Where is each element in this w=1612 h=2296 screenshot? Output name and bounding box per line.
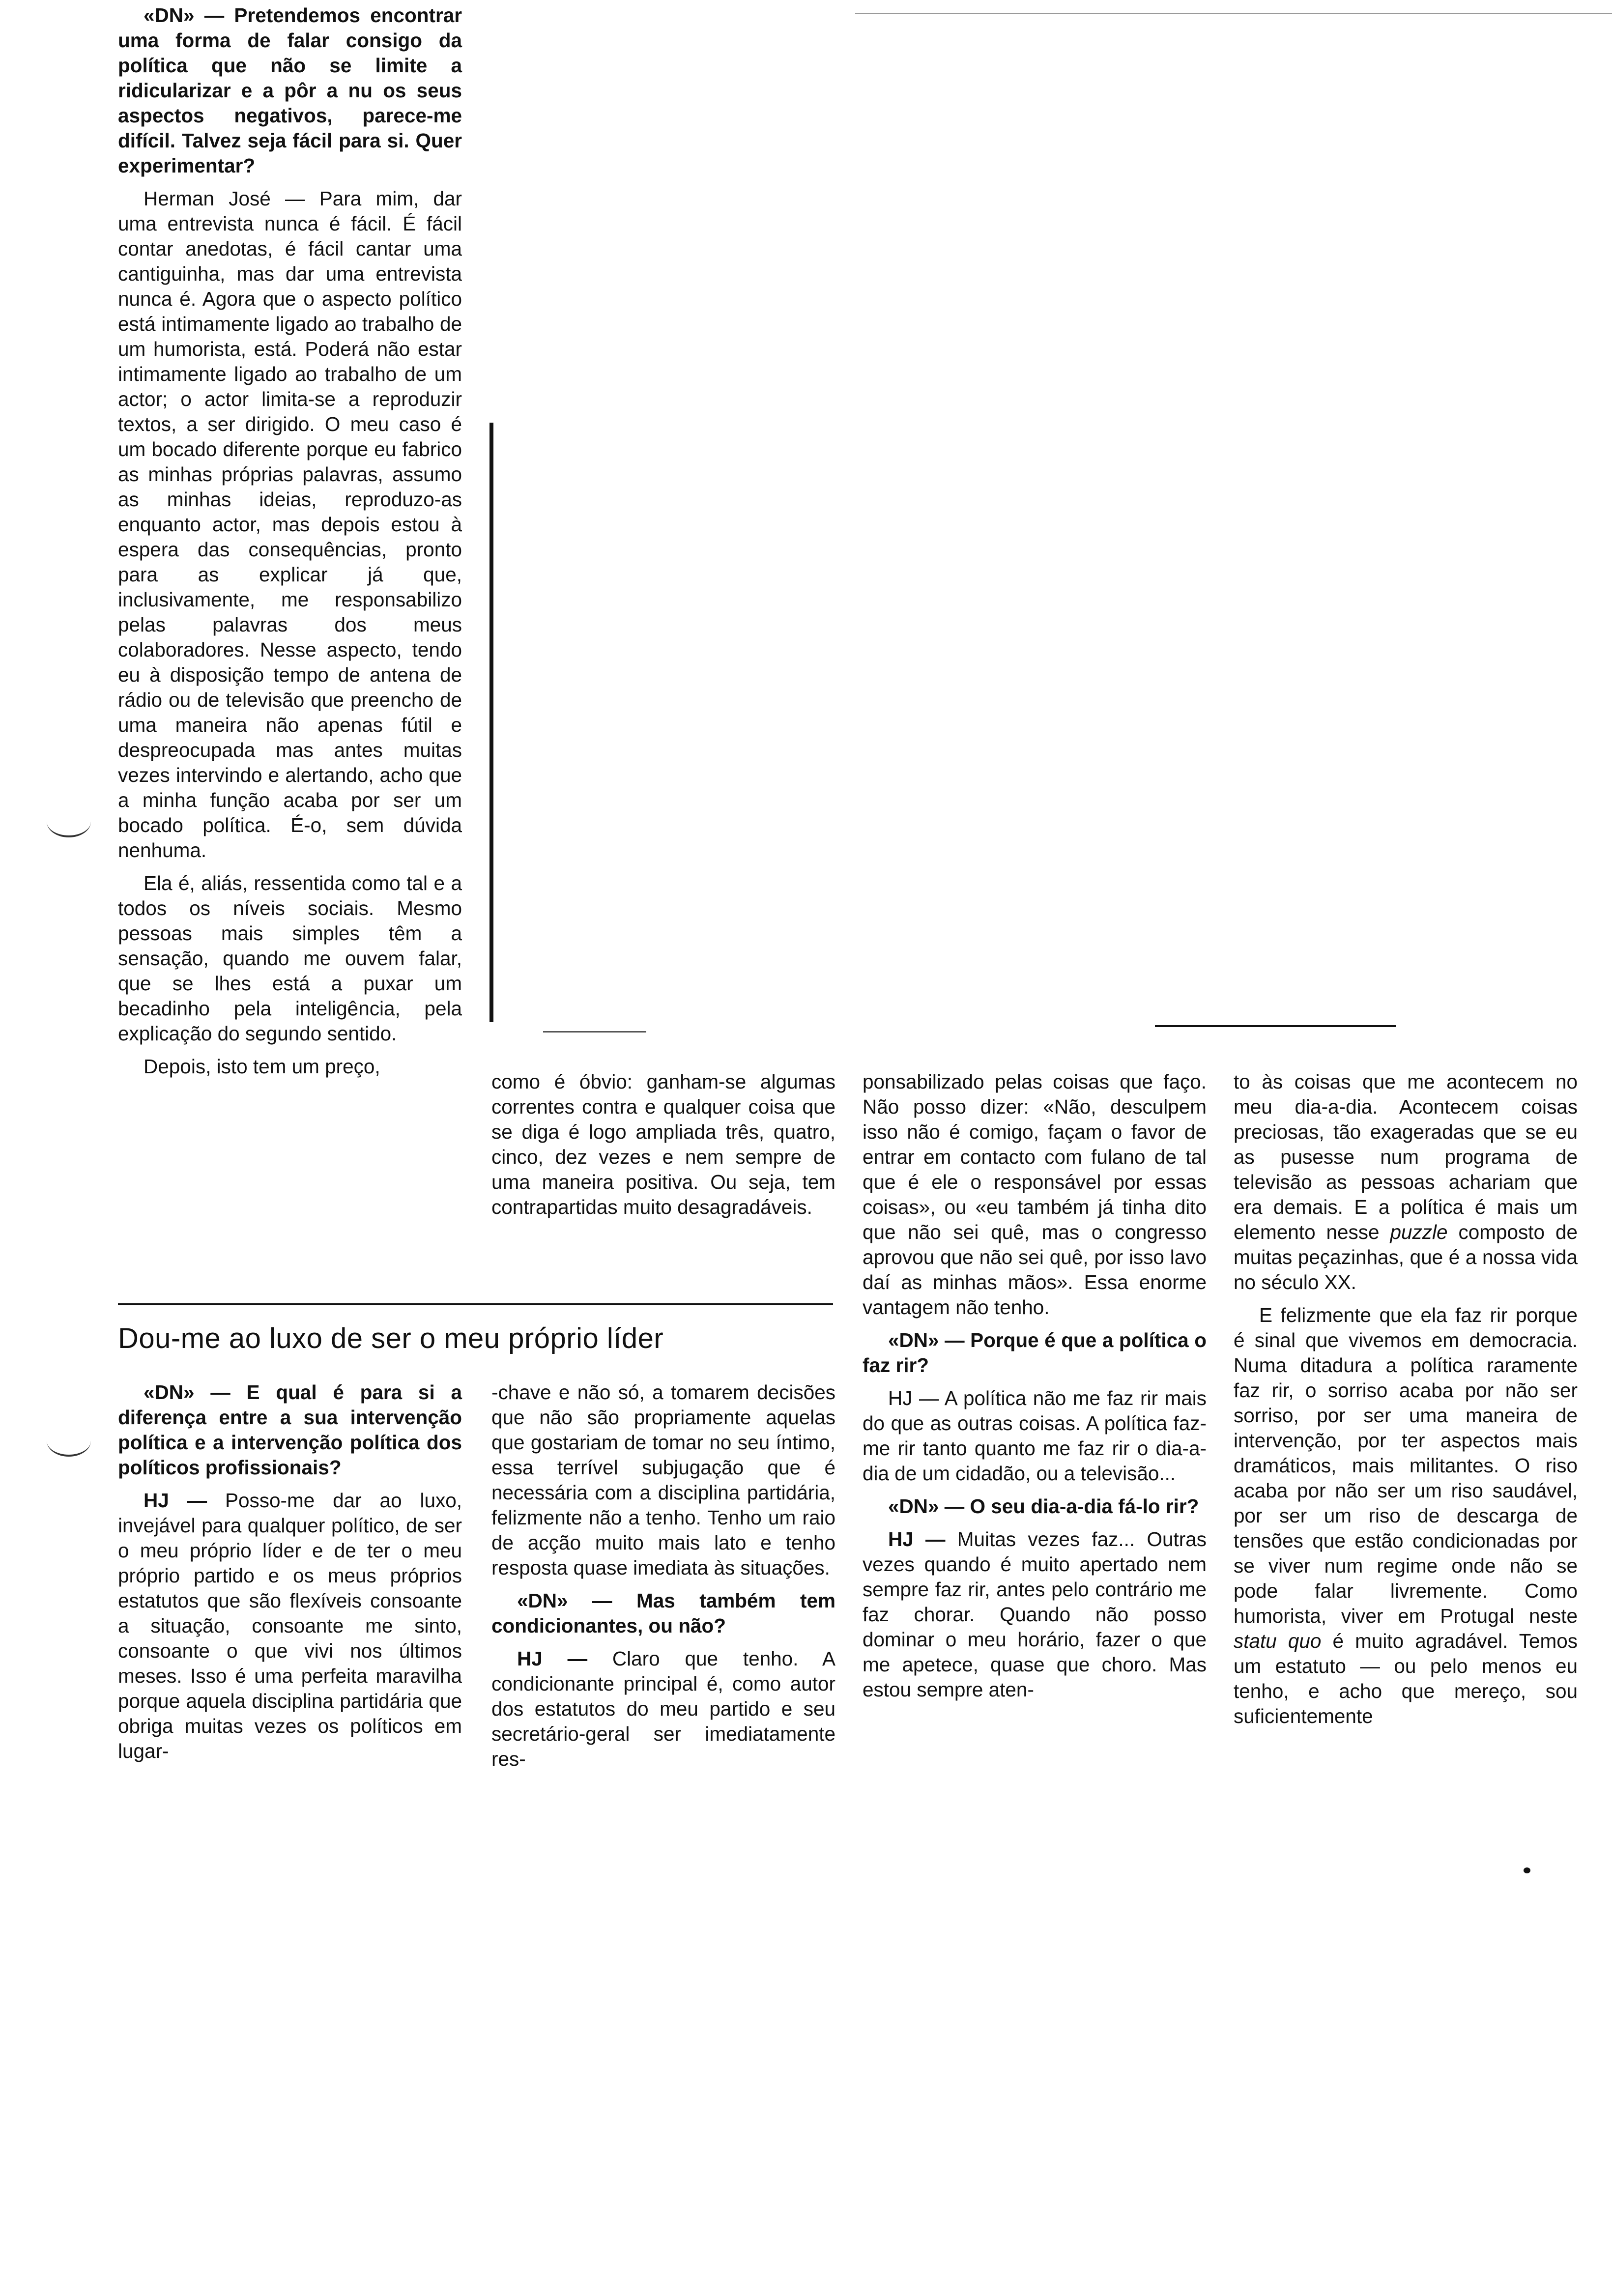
answer-paragraph <box>491 1069 835 1220</box>
paragraph-text: HJ — <box>888 1528 957 1550</box>
paragraph-text: HJ — <box>517 1647 612 1670</box>
answer-paragraph <box>863 1386 1207 1486</box>
binder-hole-mark <box>47 1425 91 1457</box>
paragraph-text: composto de muitas peçazinhas, que é a nossa vida no século XX. <box>1234 1221 1578 1293</box>
answer-paragraph <box>118 871 462 1046</box>
answer-paragraph <box>1234 1069 1578 1295</box>
paragraph-text: HJ — A política não me faz rir mais do que as outras coisas. A política faz-me rir tanto quanto me faz rir o dia-a-dia de um cidadão, ou a televisão... <box>863 1387 1207 1485</box>
question-paragraph <box>118 3 462 178</box>
column-divider <box>489 423 493 1022</box>
answer-paragraph <box>491 1380 835 1580</box>
paragraph-text: puzzle <box>1390 1221 1448 1243</box>
headline: Dou-me ao luxo de ser o meu próprio líder <box>118 1322 664 1354</box>
column-1-bottom <box>118 1380 462 1764</box>
question-paragraph <box>863 1494 1207 1519</box>
paragraph-text: «DN» — Pretendemos encontrar uma forma de falar consigo da política que não se limite a ridicularizar e a pôr a nu os seus aspectos negativos, parece-me difícil. Talvez seja fácil para si. Quer experimentar? <box>118 4 462 177</box>
column-3 <box>863 1069 1207 1702</box>
end-mark <box>1524 1867 1530 1873</box>
paragraph-text: Ela é, aliás, ressentida como tal e a todos os níveis sociais. Mesmo pessoas mais simples têm a sensação, quando me ouvem falar, que se lhes está a puxar um becadinho pela inteligência, pela explicação do segundo sentido. <box>118 872 462 1045</box>
answer-paragraph <box>1234 1303 1578 1729</box>
paragraph-text: HJ — <box>144 1489 225 1512</box>
short-rule-mid <box>543 1031 646 1033</box>
answer-paragraph <box>863 1527 1207 1702</box>
paragraph-text: to às coisas que me acontecem no meu dia-a-dia. Acontecem coisas preciosas, tão exageradas que se eu as pusesse num programa de televisão as pessoas achariam que era demais. E a política é mais um elemento nesse <box>1234 1070 1578 1243</box>
answer-paragraph <box>118 1054 462 1079</box>
paragraph-text: como é óbvio: ganham-se algumas correntes contra e qualquer coisa que se diga é logo ampliada três, quatro, cinco, dez vezes e nem sempre de uma maneira positiva. Ou seja, tem contrapartidas muito desagradáveis. <box>491 1070 835 1218</box>
top-rule <box>855 13 1612 14</box>
answer-paragraph <box>491 1646 835 1772</box>
paragraph-text: «DN» — Porque é que a política o faz rir? <box>863 1329 1207 1377</box>
paragraph-text: -chave e não só, a tomarem decisões que não são propriamente aquelas que gostariam de tomar no seu íntimo, essa terrível subjugação que é necessária com a disciplina partidária, felizmente não a tenho. Tenho um raio de acção muito mais lato e tenho resposta quase imediata às situações. <box>491 1381 835 1579</box>
binder-hole-mark <box>47 806 91 837</box>
paragraph-text: Posso-me dar ao luxo, invejável para qualquer político, de ser o meu próprio líder e de ter o meu próprio partido e os meus próprios estatutos que são flexíveis consoante a situação, consoante me sinto, consoante o que vivi nos últimos meses. Isso é uma perfeita maravilha porque aquela disciplina partidária que obriga muitas vezes os políticos em lugar- <box>118 1489 462 1762</box>
paragraph-text: Claro que tenho. A condicionante principal é, como autor dos estatutos do meu partido e seu secretário-geral ser imediatamente res- <box>491 1647 835 1770</box>
column-2-bottom <box>491 1380 835 1772</box>
paragraph-text: «DN» — O seu dia-a-dia fá-lo rir? <box>888 1495 1199 1518</box>
paragraph-text: Depois, isto tem um preço, <box>144 1055 380 1078</box>
question-paragraph <box>863 1328 1207 1378</box>
paragraph-text: é muito agradável. Temos um estatuto — ou pelo menos eu tenho, e acho que mereço, sou suficientemente <box>1234 1630 1578 1727</box>
paragraph-text: «DN» — Mas também tem condicionantes, ou não? <box>491 1589 835 1637</box>
paragraph-text: «DN» — E qual é para si a diferença entre a sua intervenção política e a intervenção política dos políticos profissionais? <box>118 1381 462 1479</box>
paragraph-text: Muitas vezes faz... Outras vezes quando é muito apertado nem sempre faz rir, antes pelo contrário me faz chorar. Quando não posso dominar o meu horário, fazer o que me apetece, quase que choro. Mas estou sempre aten- <box>863 1528 1207 1701</box>
paragraph-text: E felizmente que ela faz rir porque é sinal que vivemos em democracia. Numa ditadura a política raramente faz rir, o sorriso acaba por não ser sorriso, por ser uma maneira de intervenção, por ter aspectos mais dramáticos, mais militantes. O riso acaba por não ser um riso saudável, por ser um riso de descarga de tensões que estão condicionadas por se viver num regime onde não se pode falar livremente. Como humorista, viver em Protugal neste <box>1234 1304 1578 1627</box>
paragraph-text: ponsabilizado pelas coisas que faço. Não posso dizer: «Não, desculpem isso não é comigo, façam o favor de entrar em contacto com fulano de tal que é ele o responsável por essas coisas», ou «eu também já tinha dito que não sei quê, mas o congresso aprovou que não sei quê, por isso lavo daí as minhas mãos». Essa enorme vantagem não tenho. <box>863 1070 1207 1319</box>
section-rule <box>118 1303 833 1305</box>
column-4 <box>1234 1069 1578 1729</box>
column-2-top <box>491 1069 835 1220</box>
question-paragraph <box>118 1380 462 1480</box>
paragraph-text: statu quo <box>1234 1630 1322 1652</box>
short-rule-right <box>1155 1025 1396 1027</box>
question-paragraph <box>491 1588 835 1638</box>
answer-paragraph <box>118 186 462 863</box>
column-1-top <box>118 3 462 1079</box>
answer-paragraph <box>863 1069 1207 1320</box>
paragraph-text: Herman José — Para mim, dar uma entrevista nunca é fácil. É fácil contar anedotas, é fácil cantar uma cantiguinha, mas dar uma entrevista nunca é. Agora que o aspecto político está intimamente ligado ao trabalho de um humorista, está. Poderá não estar intimamente ligado ao trabalho de um actor; o actor limita-se a reproduzir textos, a ser dirigido. O meu caso é um bocado diferente porque eu fabrico as minhas próprias palavras, assumo as minhas ideias, reproduzo-as enquanto actor, mas depois estou à espera das consequências, pronto para as explicar já que, inclusivamente, me responsabilizo pelas palavras dos meus colaboradores. Nesse aspecto, tendo eu à disposição tempo de antena de rádio ou de televisão que preencho de uma maneira não apenas fútil e despreocupada mas antes muitas vezes intervindo e alertando, acho que a minha função acaba por ser um bocado política. É-o, sem dúvida nenhuma. <box>118 187 462 861</box>
answer-paragraph <box>118 1488 462 1764</box>
